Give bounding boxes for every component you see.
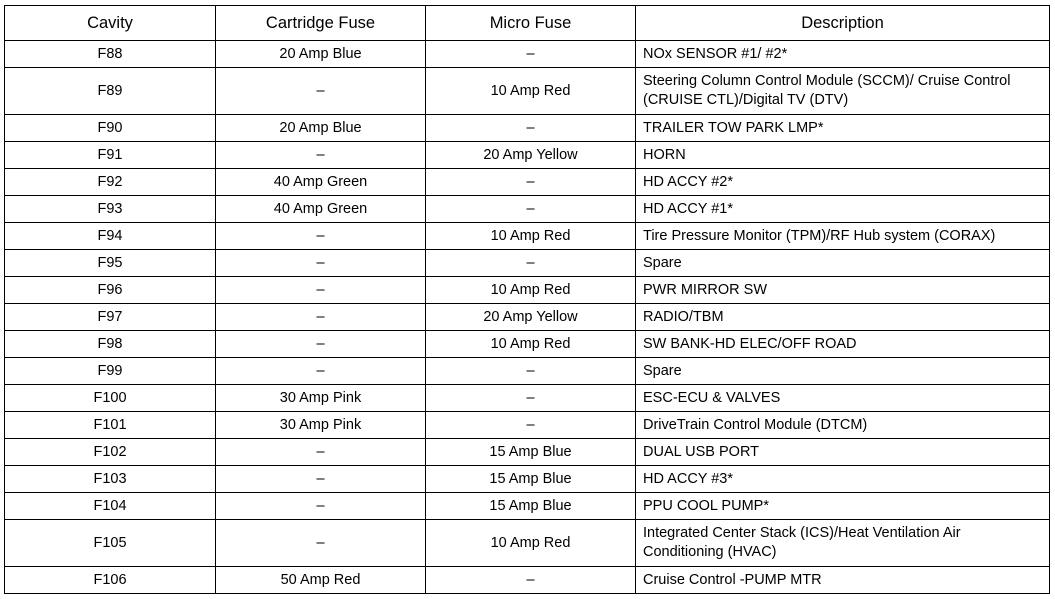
description-cell: Spare [636,358,1050,385]
description-cell: Tire Pressure Monitor (TPM)/RF Hub system (CORAX) [636,223,1050,250]
description-cell: HD ACCY #3* [636,466,1050,493]
cavity-cell: F93 [5,196,216,223]
table-row [5,169,1050,196]
description-cell: TRAILER TOW PARK LMP* [636,115,1050,142]
cartridge-fuse-cell: – [216,223,426,250]
micro-fuse-cell: 15 Amp Blue [426,439,636,466]
header-description: Description [636,6,1050,41]
cartridge-fuse-cell: 30 Amp Pink [216,385,426,412]
table-row [5,41,1050,68]
cavity-cell: F99 [5,358,216,385]
cartridge-fuse-cell: – [216,277,426,304]
cartridge-fuse-cell: 30 Amp Pink [216,412,426,439]
table-row [5,412,1050,439]
table-row [5,385,1050,412]
table-row [5,250,1050,277]
cartridge-fuse-cell: – [216,466,426,493]
cavity-cell: F104 [5,493,216,520]
description-cell: Integrated Center Stack (ICS)/Heat Ventilation Air Conditioning (HVAC) [636,520,1050,567]
description-cell: ESC-ECU & VALVES [636,385,1050,412]
table-row [5,331,1050,358]
cartridge-fuse-cell: – [216,439,426,466]
cavity-cell: F92 [5,169,216,196]
cavity-cell: F100 [5,385,216,412]
description-cell: Steering Column Control Module (SCCM)/ Cruise Control (CRUISE CTL)/Digital TV (DTV) [636,68,1050,115]
micro-fuse-cell: 10 Amp Red [426,223,636,250]
cartridge-fuse-cell: – [216,358,426,385]
table-body [5,41,1050,594]
cartridge-fuse-cell: – [216,304,426,331]
cavity-cell: F91 [5,142,216,169]
cavity-cell: F89 [5,68,216,115]
cavity-cell: F96 [5,277,216,304]
cartridge-fuse-cell: – [216,142,426,169]
table-row [5,439,1050,466]
table-row [5,115,1050,142]
micro-fuse-cell: 20 Amp Yellow [426,142,636,169]
micro-fuse-cell: – [426,250,636,277]
micro-fuse-cell: 20 Amp Yellow [426,304,636,331]
micro-fuse-cell: 10 Amp Red [426,68,636,115]
table-row [5,358,1050,385]
header-cartridge-fuse: Cartridge Fuse [216,6,426,41]
cartridge-fuse-cell: 40 Amp Green [216,169,426,196]
table-row [5,493,1050,520]
table-row [5,142,1050,169]
table-row [5,304,1050,331]
cavity-cell: F98 [5,331,216,358]
description-cell: Cruise Control -PUMP MTR [636,567,1050,594]
table-header [5,6,1050,41]
description-cell: RADIO/TBM [636,304,1050,331]
cavity-cell: F94 [5,223,216,250]
cartridge-fuse-cell: 20 Amp Blue [216,115,426,142]
micro-fuse-cell: – [426,385,636,412]
cavity-cell: F103 [5,466,216,493]
description-cell: HD ACCY #1* [636,196,1050,223]
table-row [5,466,1050,493]
cavity-cell: F97 [5,304,216,331]
header-row [5,6,1050,41]
description-cell: DUAL USB PORT [636,439,1050,466]
micro-fuse-cell: – [426,567,636,594]
cavity-cell: F90 [5,115,216,142]
micro-fuse-cell: 15 Amp Blue [426,493,636,520]
table-row [5,68,1050,115]
description-cell: DriveTrain Control Module (DTCM) [636,412,1050,439]
table-row [5,196,1050,223]
micro-fuse-cell: 10 Amp Red [426,520,636,567]
description-cell: Spare [636,250,1050,277]
cartridge-fuse-cell: – [216,331,426,358]
micro-fuse-cell: – [426,358,636,385]
header-micro-fuse: Micro Fuse [426,6,636,41]
cartridge-fuse-cell: – [216,493,426,520]
table-row [5,520,1050,567]
description-cell: NOx SENSOR #1/ #2* [636,41,1050,68]
cavity-cell: F101 [5,412,216,439]
table-row [5,223,1050,250]
cartridge-fuse-cell: – [216,68,426,115]
cartridge-fuse-cell: 50 Amp Red [216,567,426,594]
micro-fuse-cell: – [426,115,636,142]
cavity-cell: F105 [5,520,216,567]
cartridge-fuse-cell: 40 Amp Green [216,196,426,223]
description-cell: HORN [636,142,1050,169]
micro-fuse-cell: 15 Amp Blue [426,466,636,493]
micro-fuse-cell: 10 Amp Red [426,277,636,304]
micro-fuse-cell: – [426,412,636,439]
cartridge-fuse-cell: – [216,520,426,567]
description-cell: PWR MIRROR SW [636,277,1050,304]
header-cavity: Cavity [5,6,216,41]
table-row [5,567,1050,594]
description-cell: HD ACCY #2* [636,169,1050,196]
micro-fuse-cell: – [426,41,636,68]
cartridge-fuse-cell: – [216,250,426,277]
cavity-cell: F106 [5,567,216,594]
micro-fuse-cell: 10 Amp Red [426,331,636,358]
fuse-table [4,5,1050,594]
cartridge-fuse-cell: 20 Amp Blue [216,41,426,68]
micro-fuse-cell: – [426,169,636,196]
table-row [5,277,1050,304]
cavity-cell: F88 [5,41,216,68]
cavity-cell: F95 [5,250,216,277]
description-cell: PPU COOL PUMP* [636,493,1050,520]
cavity-cell: F102 [5,439,216,466]
description-cell: SW BANK-HD ELEC/OFF ROAD [636,331,1050,358]
micro-fuse-cell: – [426,196,636,223]
